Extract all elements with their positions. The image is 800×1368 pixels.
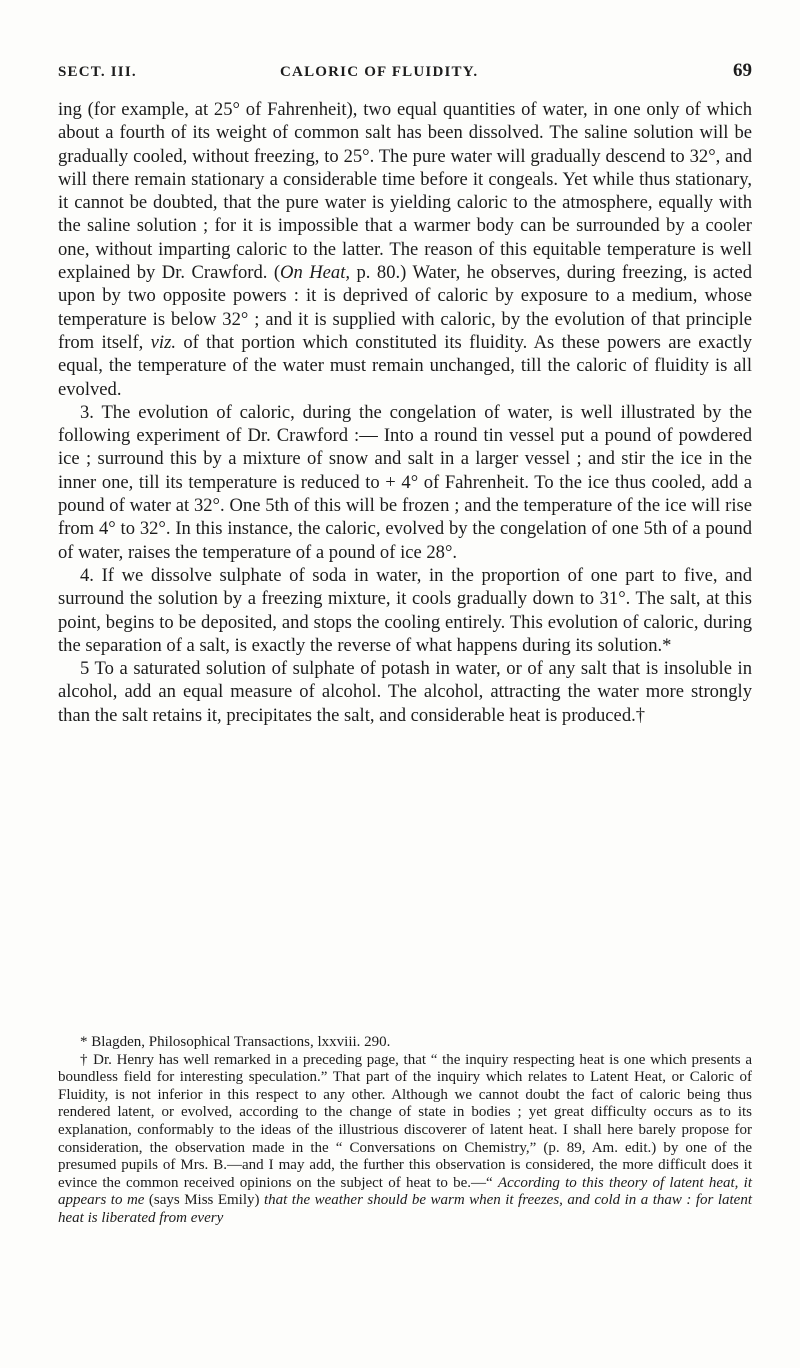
main-text xyxy=(58,98,752,727)
italic-abbrev: viz. xyxy=(150,331,176,353)
page-number: 69 xyxy=(733,60,752,81)
text-run: (says Miss Emily) xyxy=(144,1192,264,1209)
footnotes xyxy=(58,1034,752,1228)
citation-title: On Heat, xyxy=(280,262,351,284)
chapter-title: CALORIC OF FLUIDITY. xyxy=(280,64,479,80)
footnote-2 xyxy=(58,1052,752,1228)
paragraph-2-continuation xyxy=(58,98,752,401)
section-label: SECT. III. xyxy=(58,64,137,80)
text-run: p. 80.) Water, he observes, during freezing, is acted upon by two opposite powers : it is deprived of caloric by exposure to a medium, whose temperature is below 32° ; and it is supplied with caloric, by the evolution of that principle from itself, xyxy=(58,262,752,353)
paragraph-5: 5 To a saturated solution of sulphate of potash in water, or of any salt that is insoluble in alcohol, add an equal measure of alcohol. The alcohol, attracting the water more strongly than the salt retains it, precipitates the salt, and considerable heat is produced.† xyxy=(58,658,752,726)
running-header xyxy=(58,60,752,86)
paragraph-4: 4. If we dissolve sulphate of soda in water, in the proportion of one part to five, and surround the solution by a freezing mixture, it cools gradually down to 31°. The salt, at this point, begins to be deposited, and stops the cooling entirely. This evolution of caloric, during the separation of a salt, is exactly the reverse of what happens during its solution.* xyxy=(58,564,752,656)
paragraph-3: 3. The evolution of caloric, during the congelation of water, is well illustrated by the following experiment of Dr. Crawford :— Into a round tin vessel put a pound of powdered ice ; surround this by a mixture of snow and salt in a larger vessel ; and stir the ice in the inner one, till its temperature is reduced to + 4° of Fahrenheit. To the ice thus cooled, add a pound of water at 32°. One 5th of this will be frozen ; and the temperature of the ice will rise from 4° to 32°. In this instance, the caloric, evolved by the congelation of one 5th of a pound of water, raises the temperature of a pound of ice 28°. xyxy=(58,401,752,563)
text-run: ing (for example, at 25° of Fahrenheit), two equal quantities of water, in one only of which about a fourth of its weight of common salt has been dissolved. The saline solution will be gradually cooled, without freezing, to 25°. The pure water will gradually descend to 32°, and will there remain stationary a considerable time before it congeals. Yet while thus stationary, it cannot be doubted, that the pure water is yielding caloric to the atmosphere, equally with the saline solution ; for it is impossible that a warmer body can be surrounded by a cooler one, without imparting caloric to the latter. The reason of this equitable temperature is well explained by Dr. Crawford. ( xyxy=(58,99,752,284)
italic-quote: that the weather should be warm when it freezes, and cold in a thaw : for latent heat is liberated from every xyxy=(58,1192,752,1226)
text-run: of that portion which constituted its fluidity. As these powers are exactly equal, the temperature of the water must remain unchanged, till the caloric of fluidity is all evolved. xyxy=(58,331,752,400)
italic-quote: According to this theory of latent heat, it appears to me xyxy=(58,1174,753,1209)
footnote-1: * Blagden, Philosophical Transactions, lxxviii. 290. xyxy=(80,1034,391,1050)
text-run: † Dr. Henry has well remarked in a preceding page, that “ the inquiry respecting heat is one which presents a boundless field for interesting speculation.” That part of the inquiry which relates to Latent Heat, or Caloric of Fluidity, is not inferior in this respect to any other. Although we cannot doubt the fact of caloric being thus rendered latent, or evolved, according to the change of state in bodies ; yet great difficulty occurs as to its explanation, conformably to the ideas of the illustrious discoverer of latent heat. I shall here barely propose for consideration, the observation made in the “ Conversations on Chemistry,” (p. 89, Am. edit.) by one of the presumed pupils of Mrs. B.—and I may add, the further this observation is considered, the more difficult does it evince the common received opinions on the subject of heat to be.—“ xyxy=(58,1051,752,1191)
